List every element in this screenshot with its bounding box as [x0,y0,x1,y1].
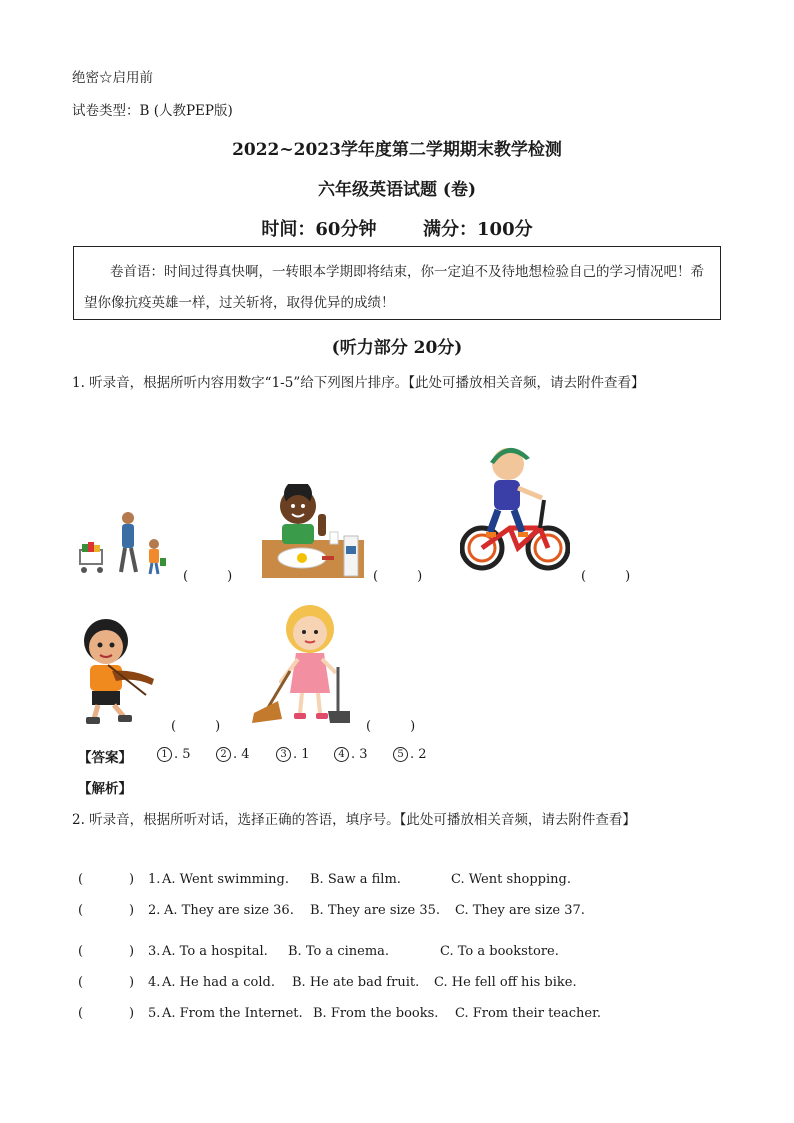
q2-row-3-option-b: B. To a cinema. [288,944,390,959]
exam-full-score: 满分：100分 [423,219,533,240]
q2-row-4-num: 4. [148,975,161,990]
q2-row-4-option-a: A. He had a cold. [162,975,275,990]
exam-time-score [0,215,794,241]
q2-row-3-blank-close[interactable]: ) [129,944,135,959]
q2-row-1-blank-close[interactable]: ) [129,872,135,887]
q1-blank-4[interactable]: ( ) [171,719,221,734]
q1-blank-5[interactable]: ( ) [366,719,416,734]
violin-boy-picture [74,615,160,727]
q2-row-1-num: 1. [148,872,161,887]
listening-section-title: (听力部分 20分) [331,338,463,358]
question-1-prompt: 1. 听录音，根据所听内容用数字“1-5”给下列图片排序。【此处可播放相关音频，请去附件查看】 [72,375,645,391]
paper-type-label: 试卷类型：B (人教PEP版) [72,103,233,119]
q2-row-3-num: 3. [148,944,161,959]
q2-row-5-blank-open[interactable]: ( [78,1006,84,1021]
q1-blank-2[interactable]: ( ) [373,569,423,584]
q2-row-3-option-c: C. To a bookstore. [440,944,559,959]
q2-row-3-option-a: A. To a hospital. [162,944,268,959]
q2-row-2-option-c: C. They are size 37. [455,903,585,918]
q2-row-5-option-b: B. From the books. [313,1006,439,1021]
q2-row-2-blank-open[interactable]: ( [78,903,84,918]
q2-row-5-option-c: C. From their teacher. [455,1006,601,1021]
answer-item-2: 2 . 4 [216,747,250,762]
q2-row-4-option-c: C. He fell off his bike. [434,975,577,990]
answer-item-5: 5 . 2 [393,747,427,762]
confidential-label: 绝密☆启用前 [72,70,153,86]
answer-item-4: 4 . 3 [334,747,368,762]
answer-item-3: 3 . 1 [276,747,310,762]
answer-item-1: 1 . 5 [157,747,191,762]
preface-text: 卷首语：时间过得真快啊，一转眼本学期即将结束，你一定迫不及待地想检验自己的学习情况吧！希望你像抗疫英雄一样，过关斩将，取得优异的成绩！ [84,264,704,311]
exam-title: 2022~2023学年度第二学期期末教学检测 [232,140,562,160]
question-2-prompt: 2. 听录音，根据所听对话，选择正确的答语，填序号。【此处可播放相关音频，请去附件查看】 [72,812,636,828]
q2-row-2-option-a: A. They are size 36. [164,903,294,918]
q2-row-2-blank-close[interactable]: ) [129,903,135,918]
q2-row-1-option-a: A. Went swimming. [162,872,289,887]
sweeping-girl-picture [250,601,352,725]
exam-time: 时间：60分钟 [261,219,377,240]
q2-row-4-blank-open[interactable]: ( [78,975,84,990]
bike-boy-picture [460,436,570,578]
q2-row-4-blank-close[interactable]: ) [129,975,135,990]
q2-row-1-option-c: C. Went shopping. [451,872,571,887]
answer-label: 【答案】 [78,750,132,766]
q2-row-1-blank-open[interactable]: ( [78,872,84,887]
preface-box [73,246,721,320]
q1-blank-1[interactable]: ( ) [183,569,233,584]
shopping-family-picture [76,508,176,578]
q1-blank-3[interactable]: ( ) [581,569,631,584]
q2-row-5-num: 5. [148,1006,161,1021]
breakfast-boy-picture [262,484,364,578]
q2-row-3-blank-open[interactable]: ( [78,944,84,959]
q2-row-1-option-b: B. Saw a film. [310,872,401,887]
analysis-label: 【解析】 [78,781,132,797]
q2-row-2-option-b: B. They are size 35. [310,903,440,918]
q2-row-4-option-b: B. He ate bad fruit. [292,975,420,990]
q2-row-2-num: 2. [148,903,161,918]
q2-row-5-blank-close[interactable]: ) [129,1006,135,1021]
q2-row-5-option-a: A. From the Internet. [162,1006,303,1021]
exam-subtitle: 六年级英语试题 (卷) [317,180,476,200]
